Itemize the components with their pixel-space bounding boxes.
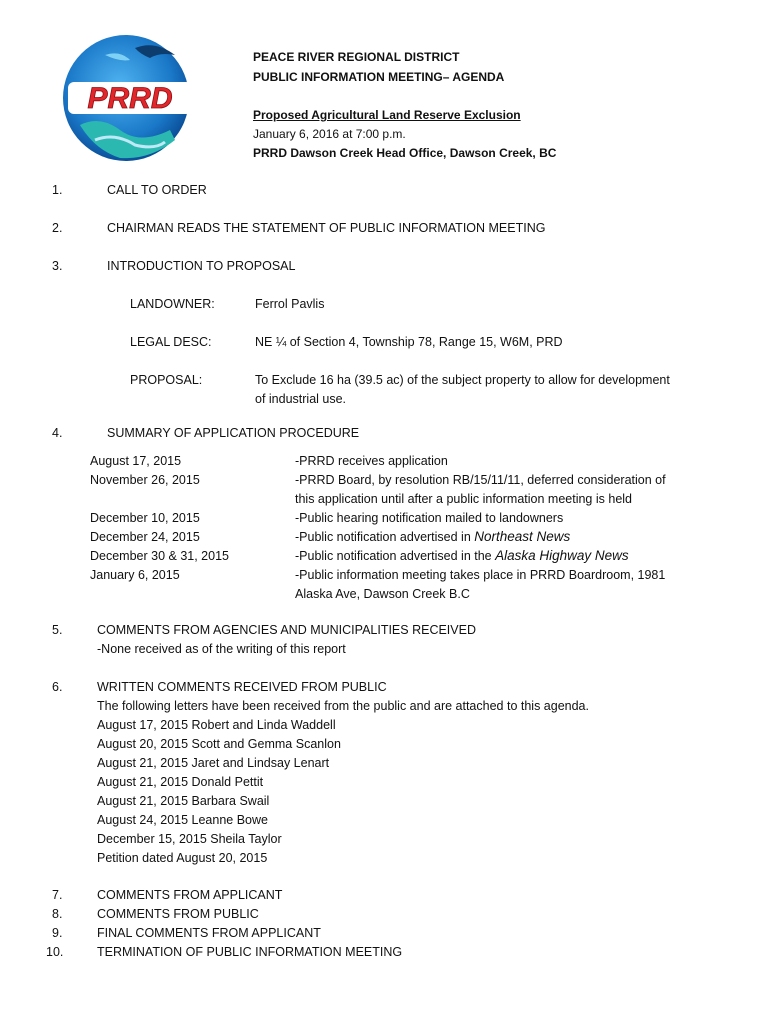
procedure-desc-cont: Alaska Ave, Dawson Creek B.C bbox=[295, 587, 470, 601]
proposal-value-line2: of industrial use. bbox=[255, 392, 347, 406]
letter-entry: August 20, 2015 Scott and Gemma Scanlon bbox=[97, 737, 341, 751]
item-8-text: COMMENTS FROM PUBLIC bbox=[97, 907, 259, 921]
proposal-value-line1: To Exclude 16 ha (39.5 ac) of the subject property to allow for development bbox=[255, 373, 670, 387]
procedure-desc: -Public information meeting takes place in PRRD Boardroom, 1981 bbox=[295, 568, 666, 582]
proposal-label: PROPOSAL: bbox=[130, 373, 203, 387]
procedure-desc-text: -Public notification advertised in the bbox=[295, 549, 496, 563]
procedure-desc bbox=[295, 528, 570, 546]
procedure-date: August 17, 2015 bbox=[90, 454, 182, 468]
header-district: PEACE RIVER REGIONAL DISTRICT bbox=[253, 50, 460, 64]
written-intro: The following letters have been received from the public and are attached to this agenda. bbox=[97, 699, 589, 713]
item-5-number: 5. bbox=[52, 623, 63, 637]
procedure-date: December 10, 2015 bbox=[90, 511, 200, 525]
procedure-desc-cont: this application until after a public information meeting is held bbox=[295, 492, 632, 506]
item-10-text: TERMINATION OF PUBLIC INFORMATION MEETING bbox=[97, 945, 403, 959]
procedure-desc: -Public hearing notification mailed to landowners bbox=[295, 511, 564, 525]
legal-desc-value: NE ¼ of Section 4, Township 78, Range 15, W6M, PRD bbox=[255, 335, 563, 349]
item-9-text: FINAL COMMENTS FROM APPLICANT bbox=[97, 926, 321, 940]
item-8-number: 8. bbox=[52, 907, 63, 921]
item-4-number: 4. bbox=[52, 426, 63, 440]
procedure-desc-text: -Public notification advertised in bbox=[295, 530, 475, 544]
prrd-logo bbox=[60, 30, 195, 165]
item-1-number: 1. bbox=[52, 183, 63, 197]
header-location: PRRD Dawson Creek Head Office, Dawson Creek, BC bbox=[253, 146, 557, 160]
landowner-value: Ferrol Pavlis bbox=[255, 297, 325, 311]
item-3-text: INTRODUCTION TO PROPOSAL bbox=[107, 259, 296, 273]
item-10-number: 10. bbox=[46, 945, 64, 959]
header-meeting: PUBLIC INFORMATION MEETING– AGENDA bbox=[253, 70, 505, 84]
item-2-text: CHAIRMAN READS THE STATEMENT OF PUBLIC INFORMATION MEETING bbox=[107, 221, 546, 235]
procedure-date: December 24, 2015 bbox=[90, 530, 200, 544]
item-7-text: COMMENTS FROM APPLICANT bbox=[97, 888, 283, 902]
procedure-date: January 6, 2015 bbox=[90, 568, 180, 582]
procedure-date: December 30 & 31, 2015 bbox=[90, 549, 229, 563]
procedure-desc: -PRRD receives application bbox=[295, 454, 448, 468]
header-proposal: Proposed Agricultural Land Reserve Exclusion bbox=[253, 108, 521, 122]
procedure-desc: -PRRD Board, by resolution RB/15/11/11, deferred consideration of bbox=[295, 473, 666, 487]
item-5-sub: -None received as of the writing of this report bbox=[97, 642, 346, 656]
item-4-text: SUMMARY OF APPLICATION PROCEDURE bbox=[107, 426, 360, 440]
item-6-text: WRITTEN COMMENTS RECEIVED FROM PUBLIC bbox=[97, 680, 387, 694]
item-5-text: COMMENTS FROM AGENCIES AND MUNICIPALITIES RECEIVED bbox=[97, 623, 476, 637]
header-date: January 6, 2016 at 7:00 p.m. bbox=[253, 127, 406, 141]
legal-desc-label: LEGAL DESC: bbox=[130, 335, 212, 349]
item-3-number: 3. bbox=[52, 259, 63, 273]
letter-entry: August 24, 2015 Leanne Bowe bbox=[97, 813, 268, 827]
newspaper-title: Northeast News bbox=[474, 529, 571, 544]
item-7-number: 7. bbox=[52, 888, 63, 902]
logo-text: PRRD bbox=[87, 82, 173, 115]
item-2-number: 2. bbox=[52, 221, 63, 235]
item-1-text: CALL TO ORDER bbox=[107, 183, 207, 197]
item-6-number: 6. bbox=[52, 680, 63, 694]
newspaper-title: Alaska Highway News bbox=[495, 548, 629, 563]
procedure-desc bbox=[295, 547, 629, 565]
landowner-label: LANDOWNER: bbox=[130, 297, 215, 311]
letter-entry: August 21, 2015 Barbara Swail bbox=[97, 794, 270, 808]
letter-entry: August 21, 2015 Jaret and Lindsay Lenart bbox=[97, 756, 330, 770]
letter-entry: December 15, 2015 Sheila Taylor bbox=[97, 832, 282, 846]
procedure-date: November 26, 2015 bbox=[90, 473, 200, 487]
letter-entry: Petition dated August 20, 2015 bbox=[97, 851, 268, 865]
letter-entry: August 17, 2015 Robert and Linda Waddell bbox=[97, 718, 336, 732]
letter-entry: August 21, 2015 Donald Pettit bbox=[97, 775, 264, 789]
item-9-number: 9. bbox=[52, 926, 63, 940]
